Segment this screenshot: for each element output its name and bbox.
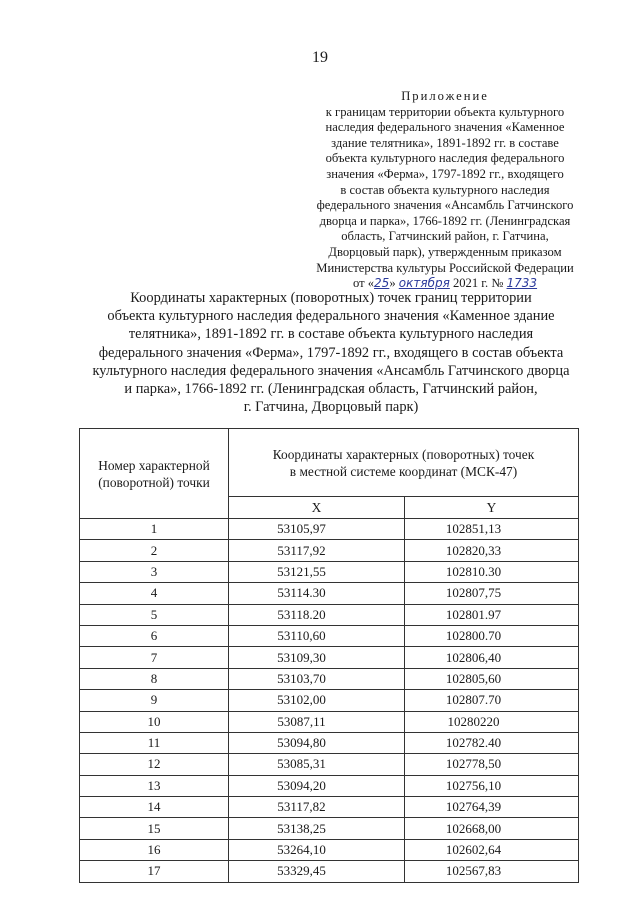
table-row [80, 519, 579, 540]
y-cell: 102602,64 [405, 839, 579, 860]
x-cell: 53117,82 [229, 797, 405, 818]
point-number-cell: 17 [80, 861, 229, 882]
table-row [80, 540, 579, 561]
appendix-line: значения «Ферма», 1797-1892 гг., входящего [326, 166, 564, 181]
appendix-line: в состав объекта культурного наследия [340, 182, 550, 197]
page-number: 19 [312, 49, 328, 66]
x-cell: 53085,31 [229, 754, 405, 775]
table-row [80, 625, 579, 646]
point-number-cell: 3 [80, 561, 229, 582]
x-cell: 53103,70 [229, 668, 405, 689]
table-row [80, 818, 579, 839]
date-mid: » [389, 276, 399, 291]
point-number-cell: 6 [80, 625, 229, 646]
header-coordinates [229, 429, 579, 497]
appendix-line: здание телятника», 1891-1892 гг. в составе [331, 135, 559, 150]
coordinates-table [79, 428, 579, 883]
y-cell: 102668,00 [405, 818, 579, 839]
x-cell: 53094,20 [229, 775, 405, 796]
point-number-cell: 13 [80, 775, 229, 796]
document-title [76, 289, 586, 416]
table-row [80, 561, 579, 582]
point-number-cell: 14 [80, 797, 229, 818]
y-cell: 102567,83 [405, 861, 579, 882]
x-cell: 53114.30 [229, 583, 405, 604]
appendix-line: наследия федерального значения «Каменное [325, 120, 565, 135]
y-cell: 102801.97 [405, 604, 579, 625]
appendix-line: Дворцовый парк), утвержденным приказом [328, 244, 562, 259]
appendix-block [300, 89, 590, 292]
y-cell: 102807,75 [405, 583, 579, 604]
coordinates-table-body [80, 519, 579, 883]
point-number-cell: 8 [80, 668, 229, 689]
title-line: и парка», 1766-1892 гг. (Ленинградская область, Гатчинский район, [124, 381, 538, 398]
y-cell: 102820,33 [405, 540, 579, 561]
header-coordinates-line: Координаты характерных (поворотных) точек [272, 446, 535, 462]
x-cell: 53118.20 [229, 604, 405, 625]
header-y: Y [405, 497, 579, 519]
y-cell: 102778,50 [405, 754, 579, 775]
header-x: X [229, 497, 405, 519]
x-cell: 53264,10 [229, 839, 405, 860]
x-cell: 53087,11 [229, 711, 405, 732]
y-cell: 102764,39 [405, 797, 579, 818]
header-coordinates-line: в местной системе координат (МСК-47) [289, 463, 518, 479]
point-number-cell: 5 [80, 604, 229, 625]
title-line: культурного наследия федерального значения «Ансамбль Гатчинского дворца [92, 362, 570, 379]
y-cell: 10280220 [405, 711, 579, 732]
appendix-heading: Приложение [401, 89, 489, 103]
point-number-cell: 1 [80, 519, 229, 540]
y-cell: 102805,60 [405, 668, 579, 689]
handwritten-order-number: 1733 [506, 276, 538, 291]
y-cell: 102806,40 [405, 647, 579, 668]
x-cell: 53105,97 [229, 519, 405, 540]
table-row [80, 604, 579, 625]
y-cell: 102782.40 [405, 732, 579, 753]
table-row [80, 754, 579, 775]
y-cell: 102807.70 [405, 690, 579, 711]
x-cell: 53117,92 [229, 540, 405, 561]
appendix-line: область, Гатчинский район, г. Гатчина, [341, 229, 549, 244]
header-point-number-line: (поворотной) точки [98, 474, 210, 490]
handwritten-month: октября [398, 276, 450, 291]
point-number-cell: 16 [80, 839, 229, 860]
title-line: федерального значения «Ферма», 1797-1892 гг., входящего в состав объекта [98, 344, 564, 361]
header-point-number-line: Номер характерной [98, 457, 210, 473]
date-prefix: от « [352, 276, 375, 291]
y-cell: 102851,13 [405, 519, 579, 540]
table-row [80, 732, 579, 753]
x-cell: 53329,45 [229, 861, 405, 882]
appendix-line: к границам территории объекта культурного [325, 104, 565, 119]
title-line: Координаты характерных (поворотных) точек границ территории [130, 290, 532, 306]
x-cell: 53109,30 [229, 647, 405, 668]
table-row [80, 797, 579, 818]
point-number-cell: 12 [80, 754, 229, 775]
x-cell: 53094,80 [229, 732, 405, 753]
point-number-cell: 9 [80, 690, 229, 711]
y-cell: 102810.30 [405, 561, 579, 582]
point-number-cell: 4 [80, 583, 229, 604]
date-year: 2021 г. № [449, 276, 507, 291]
x-cell: 53121,55 [229, 561, 405, 582]
title-line: телятника», 1891-1892 гг. в составе объекта культурного наследия [128, 326, 534, 343]
table-row [80, 775, 579, 796]
point-number-cell: 15 [80, 818, 229, 839]
header-point-number [80, 429, 229, 519]
table-row [80, 839, 579, 860]
appendix-line: дворца и парка», 1766-1892 гг. (Ленинградская [319, 213, 571, 228]
point-number-cell: 7 [80, 647, 229, 668]
title-line: г. Гатчина, Дворцовый парк) [243, 399, 419, 416]
y-cell: 102800.70 [405, 625, 579, 646]
title-line: объекта культурного наследия федерального значения «Каменное здание [107, 308, 555, 325]
handwritten-day: 25 [374, 276, 390, 291]
y-cell: 102756,10 [405, 775, 579, 796]
point-number-cell: 10 [80, 711, 229, 732]
appendix-line: объекта культурного наследия федерального [325, 151, 565, 166]
point-number-cell: 11 [80, 732, 229, 753]
table-row [80, 861, 579, 882]
x-cell: 53110,60 [229, 625, 405, 646]
x-cell: 53138,25 [229, 818, 405, 839]
point-number-cell: 2 [80, 540, 229, 561]
table-row [80, 583, 579, 604]
appendix-line: федерального значения «Ансамбль Гатчинского [316, 198, 574, 213]
table-row [80, 690, 579, 711]
appendix-line: Министерства культуры Российской Федерации [316, 260, 574, 275]
table-row [80, 647, 579, 668]
x-cell: 53102,00 [229, 690, 405, 711]
table-row [80, 711, 579, 732]
table-row [80, 668, 579, 689]
